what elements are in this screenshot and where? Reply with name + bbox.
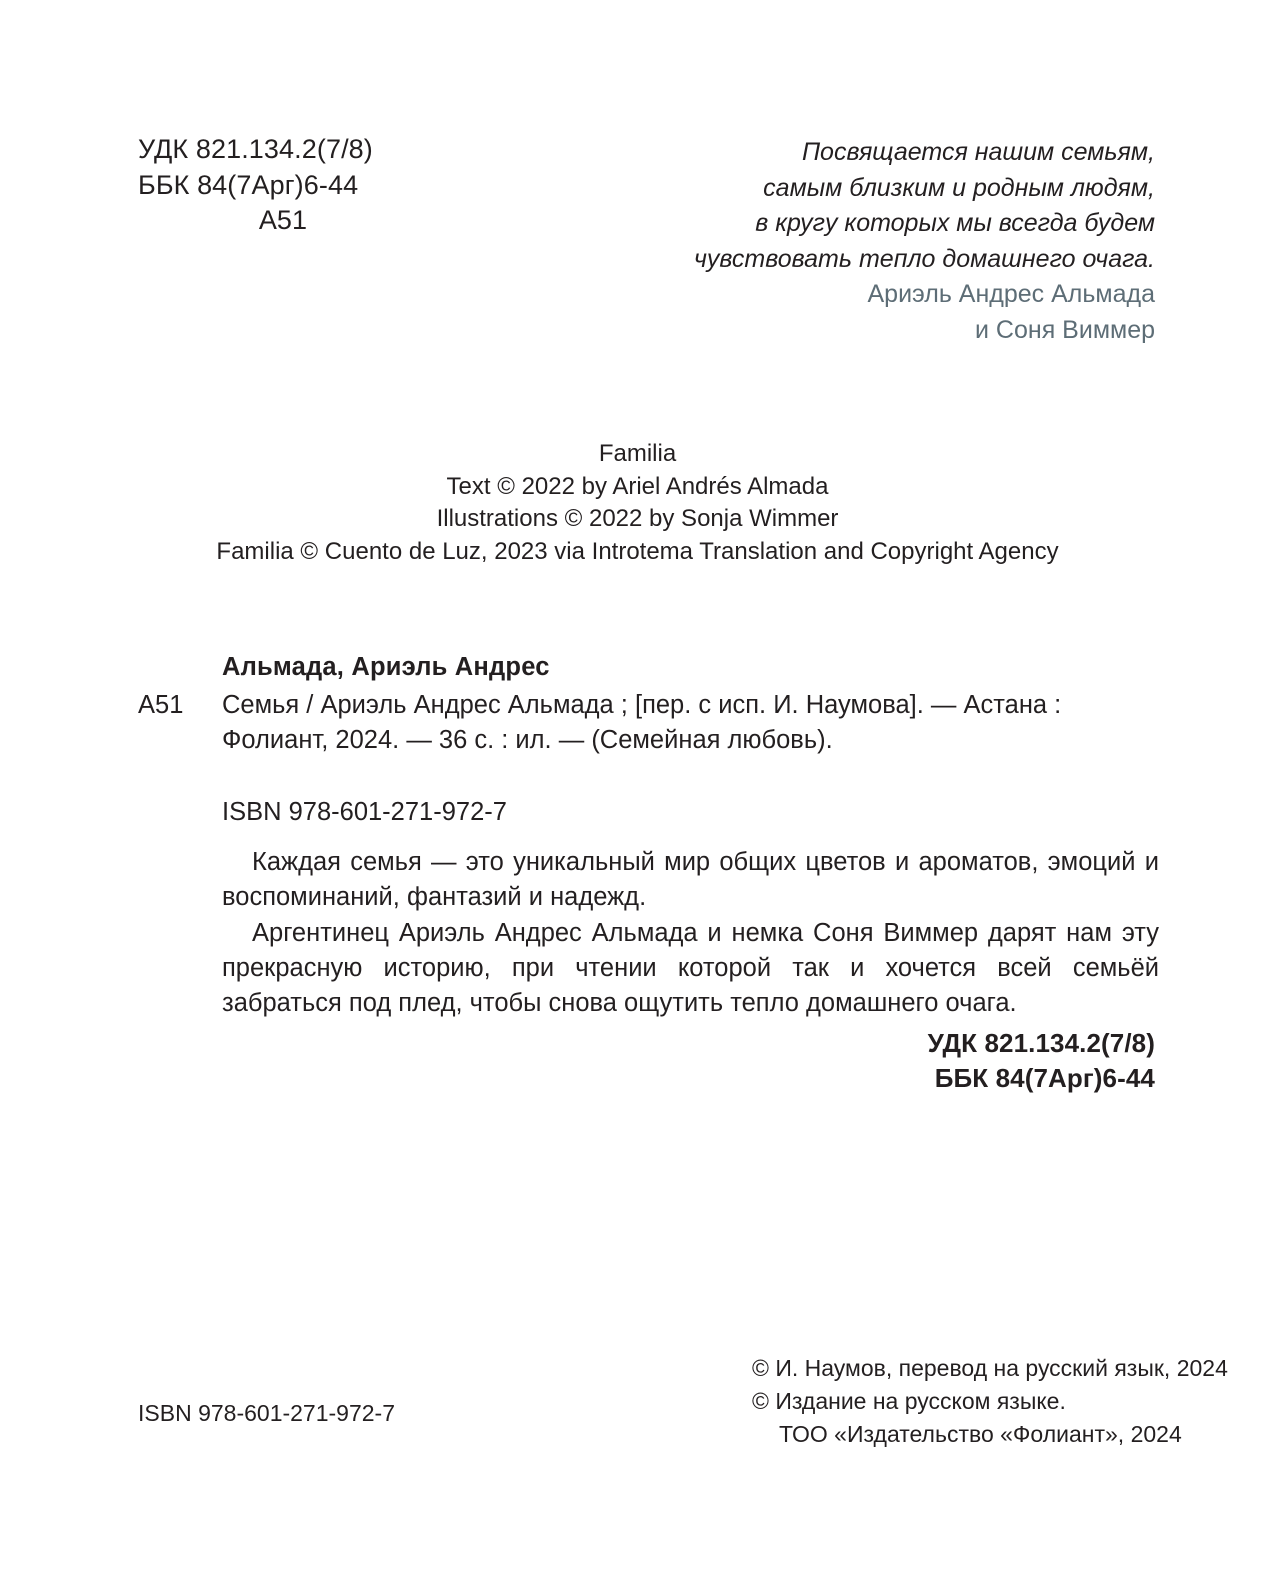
original-agency-copyright: Familia © Cuento de Luz, 2023 via Introtema Translation and Copyright Agency [216,537,1059,565]
annotation-block [222,845,1159,1022]
cip-body [138,688,1158,759]
cip-record [138,650,1158,831]
cip-author-heading: Альмада, Ариэль Андрес [222,653,550,681]
dedication-line-4: чувствовать тепло домашнего очага. [693,244,1155,273]
cip-isbn: ISBN 978-601-271-972-7 [222,798,507,827]
dedication-author-2: и Соня Виммер [975,315,1155,344]
udk-code-top: УДК 821.134.2(7/8) [138,134,373,164]
dedication-block [595,135,1155,348]
classification-block-top [138,132,428,239]
author-sigla-top: А51 [258,205,308,236]
original-copyright-block [0,438,1275,569]
annotation-paragraph-2: Аргентинец Ариэль Андрес Альмада и немка Соня Виммер дарят нам эту прекрасную историю, при чтении которой так и хочется всей семьёй забраться под плед, чтобы снова ощутить тепло домашнего очага. [222,918,1159,1018]
footer-rights-line-2: © Издание на русском языке. [752,1387,1066,1414]
bbk-code-bottom: ББК 84(7Арг)6-44 [934,1062,1155,1093]
original-title: Familia [598,440,677,467]
cip-description: Семья / Ариэль Андрес Альмада ; [пер. с исп. И. Наумова]. — Астана : Фолиант, 2024. — 36 с. : ил. — (Семейная любовь). [222,690,1062,755]
original-illustrations-copyright: Illustrations © 2022 by Sonja Wimmer [436,505,839,533]
footer-rights-line-3: ТОО «Издательство «Фолиант», 2024 [779,1420,1182,1447]
bbk-code-top: ББК 84(7Арг)6-44 [138,169,359,200]
footer-isbn: ISBN 978-601-271-972-7 [138,1400,395,1426]
dedication-line-3: в кругу которых мы всегда будем [755,209,1155,237]
udk-code-bottom: УДК 821.134.2(7/8) [927,1028,1155,1058]
footer-rights-line-1: © И. Наумов, перевод на русский язык, 2024 [752,1355,1228,1381]
original-text-copyright: Text © 2022 by Ariel Andrés Almada [446,472,829,500]
cip-sigla: А51 [138,690,184,719]
footer-rights-block [752,1352,1228,1451]
dedication-author-1: Ариэль Андрес Альмада [867,280,1155,308]
annotation-paragraph-1: Каждая семья — это уникальный мир общих цветов и ароматов, эмоций и воспоминаний, фантазий и надежд. [222,848,1159,912]
classification-block-bottom [928,1026,1155,1095]
dedication-line-2: самым близким и родным людям, [763,173,1155,202]
dedication-line-1: Посвящается нашим семьям, [801,138,1155,166]
